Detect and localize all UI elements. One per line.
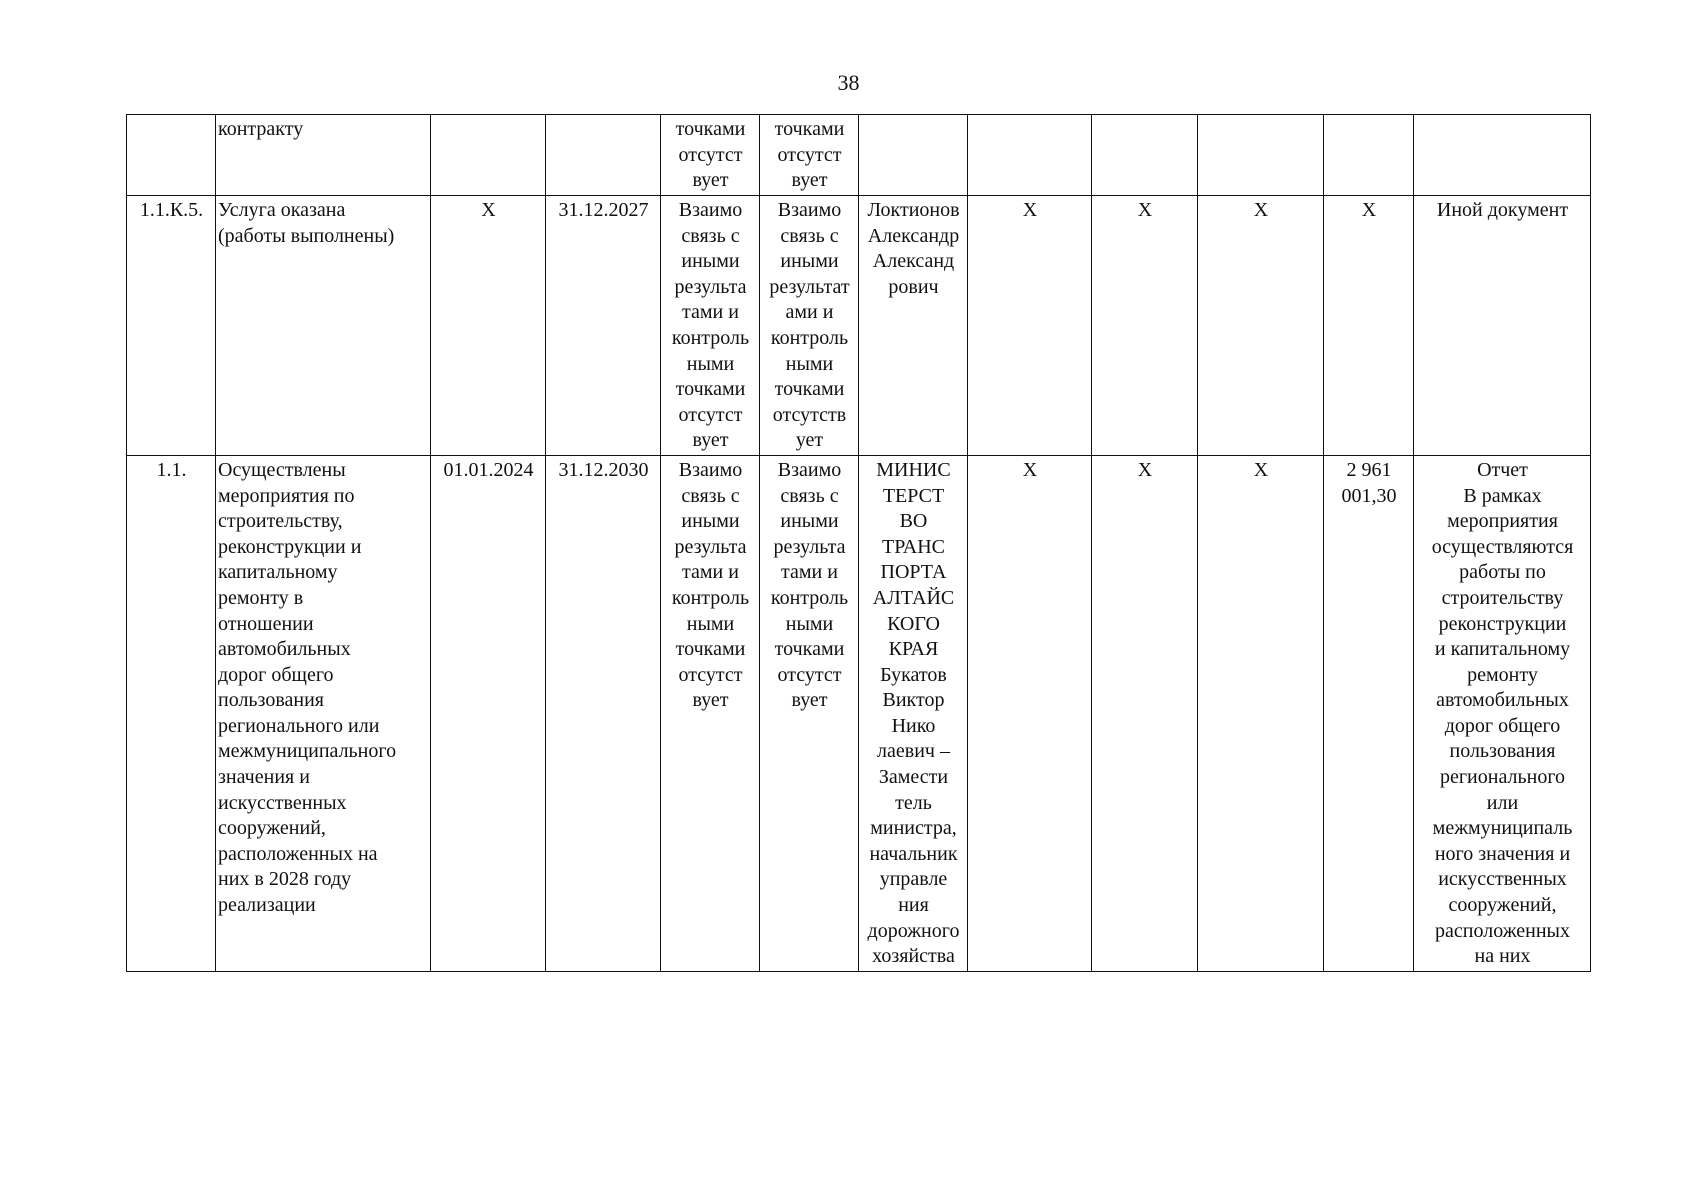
cell-document <box>1414 115 1591 196</box>
cell-line: Взаимо <box>777 458 842 481</box>
cell-line: связь с <box>681 224 740 247</box>
cell-end-date <box>546 196 661 456</box>
page-number: 38 <box>837 70 860 95</box>
cell-line: отсутст <box>777 663 842 686</box>
cell-line: тами и <box>682 301 739 324</box>
cell-line: тель <box>895 791 932 814</box>
cell-text: X <box>1137 199 1153 221</box>
cell-line: МИНИС <box>876 458 951 481</box>
cell-line: точками <box>675 118 746 140</box>
cell-line: отсутст <box>678 663 743 686</box>
cell-col9 <box>1092 115 1198 196</box>
cell-text: X <box>481 199 496 221</box>
cell-line: КОГО <box>887 612 940 635</box>
cell-line: связь с <box>780 224 839 247</box>
cell-line: ТРАНС <box>881 535 945 558</box>
cell-line: ВО <box>899 510 928 533</box>
cell-amount <box>1324 455 1414 971</box>
cell-line: реконструкции <box>1438 612 1567 635</box>
cell-line: мероприятия по <box>218 484 355 507</box>
cell-line: регионального <box>1439 766 1566 789</box>
cell-text: 1.1.К.5. <box>139 199 204 221</box>
cell-line: точками <box>774 378 845 401</box>
cell-line: ами и <box>785 301 834 324</box>
cell-line: искусственных <box>218 791 347 814</box>
cell-line: ными <box>686 352 735 375</box>
cell-relation-prev <box>661 115 760 196</box>
cell-relation-next <box>760 455 859 971</box>
cell-line: Александр <box>867 224 960 247</box>
cell-line: ремонту в <box>218 586 304 609</box>
cell-number <box>127 115 216 196</box>
cell-line: Взаимо <box>678 458 743 481</box>
cell-line: отсутст <box>777 143 842 166</box>
cell-line: иными <box>681 250 740 273</box>
cell-line: результа <box>674 535 747 558</box>
cell-line: ПОРТА <box>880 561 947 584</box>
cell-line: межмуниципального <box>218 740 397 763</box>
cell-line: точками <box>774 118 845 140</box>
cell-line: контракту <box>218 118 304 140</box>
cell-line: КРАЯ <box>888 638 939 661</box>
cell-line: иными <box>780 510 839 533</box>
cell-line: регионального или <box>218 714 380 737</box>
cell-line: результат <box>769 275 850 298</box>
cell-line: Букатов <box>880 663 947 686</box>
cell-line: Взаимо <box>678 199 743 221</box>
cell-line: межмуниципаль <box>1432 817 1573 840</box>
cell-line: дорог общего <box>1444 714 1561 737</box>
cell-line: отсутст <box>678 403 743 426</box>
cell-line: АЛТАЙС <box>872 586 955 609</box>
cell-amount <box>1324 115 1414 196</box>
cell-line: Локтионов <box>867 199 960 221</box>
cell-amount <box>1324 196 1414 456</box>
cell-text: 01.01.2024 <box>443 458 534 481</box>
cell-col8 <box>968 455 1092 971</box>
cell-line: ТЕРСТ <box>882 484 945 507</box>
cell-line: (работы выполнены) <box>218 224 395 247</box>
cell-text: 1.1. <box>156 458 187 481</box>
cell-col9 <box>1092 196 1198 456</box>
cell-relation-next <box>760 115 859 196</box>
cell-line: иными <box>681 510 740 533</box>
cell-number <box>127 455 216 971</box>
cell-line: или <box>1486 791 1519 814</box>
cell-line: отсутст <box>678 143 743 166</box>
cell-line: тами и <box>682 561 739 584</box>
cell-line: Услуга оказана <box>218 199 346 221</box>
cell-responsible <box>859 115 968 196</box>
cell-line: пользования <box>218 689 324 712</box>
cell-line: В рамках <box>1463 484 1542 507</box>
cell-line: дорог общего <box>218 663 334 686</box>
cell-text: X <box>1253 458 1269 481</box>
cell-line: автомобильных <box>1436 689 1569 712</box>
cell-col9 <box>1092 455 1198 971</box>
table-row <box>127 196 1591 456</box>
cell-line: точками <box>774 638 845 661</box>
cell-line: связь с <box>780 484 839 507</box>
cell-line: на них <box>1474 945 1531 968</box>
cell-line: контроль <box>770 586 849 609</box>
cell-line: Отчет <box>1477 458 1528 481</box>
cell-document <box>1414 455 1591 971</box>
cell-line: работы по <box>1459 561 1546 584</box>
cell-line: вует <box>791 689 828 712</box>
cell-line: расположенных на <box>218 842 378 865</box>
cell-line: тами и <box>781 561 838 584</box>
cell-line: ными <box>686 612 735 635</box>
cell-line: ными <box>785 612 834 635</box>
cell-line: них в 2028 году <box>218 868 352 891</box>
cell-relation-next <box>760 196 859 456</box>
cell-line: Нико <box>891 714 936 737</box>
cell-line: иными <box>780 250 839 273</box>
cell-line: контроль <box>770 326 849 349</box>
cell-line: 001,30 <box>1341 484 1397 507</box>
cell-responsible <box>859 196 968 456</box>
cell-col8 <box>968 196 1092 456</box>
cell-text: 31.12.2030 <box>558 458 649 481</box>
cell-line: министра, <box>870 817 957 840</box>
cell-line: результа <box>773 535 846 558</box>
results-table <box>126 114 1591 972</box>
cell-line: вует <box>692 689 729 712</box>
cell-line: реконструкции и <box>218 535 362 558</box>
cell-line: Осуществлены <box>218 458 346 481</box>
cell-line: строительству, <box>218 510 343 533</box>
cell-line: контроль <box>671 326 750 349</box>
cell-col10 <box>1198 115 1324 196</box>
cell-line: ными <box>785 352 834 375</box>
cell-line: Александ <box>872 250 955 273</box>
cell-line: начальник <box>869 842 958 865</box>
cell-line: отсутств <box>772 403 847 426</box>
cell-line: вует <box>791 169 828 192</box>
cell-text: X <box>1022 199 1038 221</box>
cell-line: ного значения и <box>1434 842 1571 865</box>
cell-line: мероприятия <box>1447 510 1558 533</box>
cell-line: результа <box>674 275 747 298</box>
cell-line: точками <box>675 638 746 661</box>
cell-result-name <box>216 196 431 456</box>
cell-responsible <box>859 455 968 971</box>
cell-line: 2 961 <box>1346 458 1392 481</box>
cell-text: X <box>1022 458 1038 481</box>
cell-line: вует <box>692 429 729 452</box>
cell-line: реализации <box>218 894 316 917</box>
cell-start-date <box>431 115 546 196</box>
cell-document <box>1414 196 1591 456</box>
cell-line: хозяйства <box>872 945 955 968</box>
cell-line: пользования <box>1449 740 1556 763</box>
cell-line: ует <box>795 429 824 452</box>
cell-line: рович <box>888 275 939 298</box>
cell-end-date <box>546 115 661 196</box>
cell-line: управле <box>879 868 948 891</box>
cell-line: лаевич – <box>877 740 950 763</box>
cell-line: Виктор <box>882 689 945 712</box>
cell-result-name <box>216 115 431 196</box>
cell-number <box>127 196 216 456</box>
cell-line: автомобильных <box>218 638 351 661</box>
cell-line: значения и <box>218 766 310 789</box>
cell-line: Иной документ <box>1436 199 1569 221</box>
cell-line: дорожного <box>867 919 960 942</box>
cell-text: X <box>1253 199 1269 221</box>
cell-relation-prev <box>661 196 760 456</box>
cell-line: Взаимо <box>777 199 842 221</box>
cell-start-date <box>431 455 546 971</box>
cell-line: вует <box>692 169 729 192</box>
cell-line: отношении <box>218 612 314 635</box>
cell-line: искусственных <box>1438 868 1567 891</box>
cell-result-name <box>216 455 431 971</box>
cell-line: осуществляются <box>1431 535 1574 558</box>
cell-line: капитальному <box>218 561 338 584</box>
cell-start-date <box>431 196 546 456</box>
cell-text: X <box>1137 458 1153 481</box>
table-row <box>127 455 1591 971</box>
cell-line: сооружений, <box>218 817 326 840</box>
cell-relation-prev <box>661 455 760 971</box>
cell-line: точками <box>675 378 746 401</box>
cell-end-date <box>546 455 661 971</box>
cell-line: расположенных <box>1435 919 1570 942</box>
cell-line: контроль <box>671 586 750 609</box>
cell-col8 <box>968 115 1092 196</box>
cell-line: связь с <box>681 484 740 507</box>
cell-line: ремонту <box>1467 663 1538 686</box>
cell-col10 <box>1198 196 1324 456</box>
cell-col10 <box>1198 455 1324 971</box>
cell-line: ния <box>898 894 929 917</box>
cell-text: 31.12.2027 <box>558 199 649 221</box>
table-row <box>127 115 1591 196</box>
cell-line: X <box>1361 199 1377 221</box>
cell-line: сооружений, <box>1448 894 1557 917</box>
cell-line: и капитальному <box>1434 638 1571 661</box>
cell-line: Замести <box>878 766 949 789</box>
cell-line: строительству <box>1441 586 1564 609</box>
